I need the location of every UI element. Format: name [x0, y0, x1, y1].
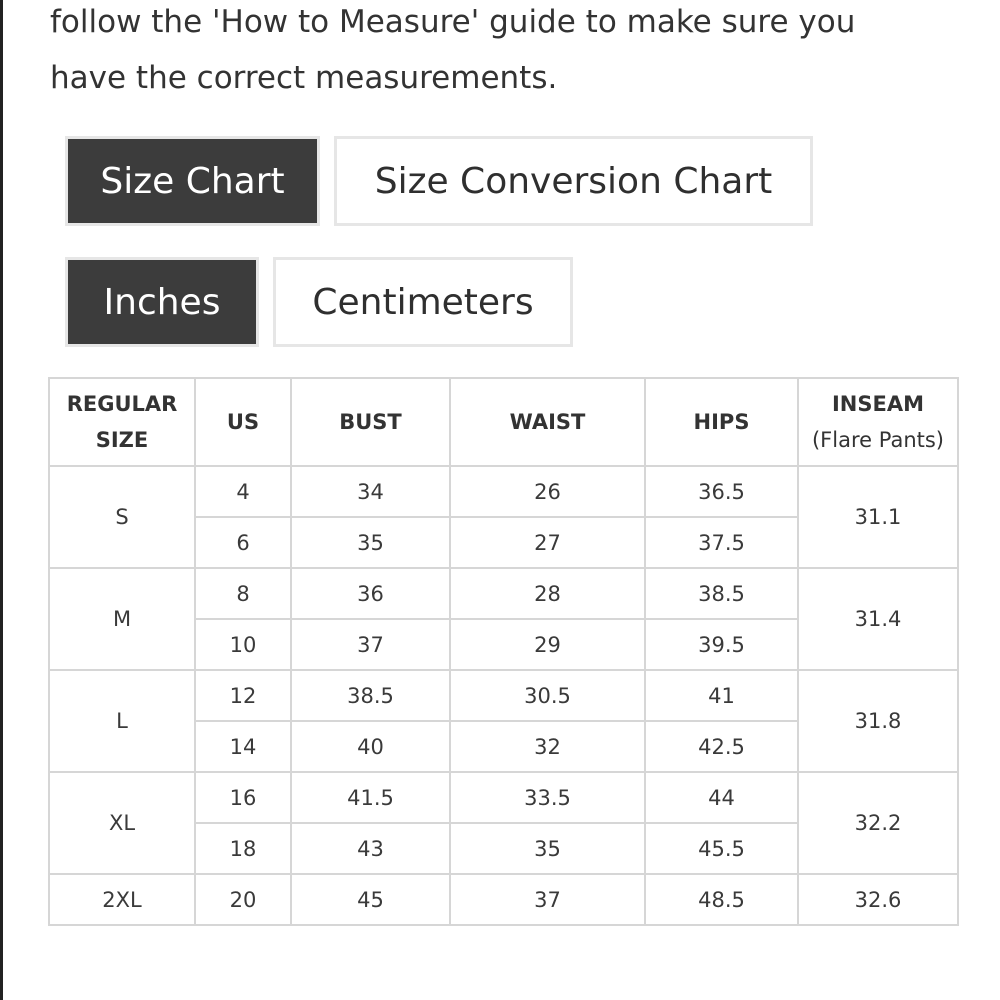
- unit-tabs: [65, 257, 573, 347]
- cell-bust: 36: [291, 568, 450, 619]
- cell-inseam: 32.2: [798, 772, 958, 874]
- cell-waist: 28: [450, 568, 645, 619]
- header-regular-size-line2: SIZE: [95, 428, 149, 452]
- cell-bust: 43: [291, 823, 450, 874]
- cell-hips: 45.5: [645, 823, 798, 874]
- cell-hips: 48.5: [645, 874, 798, 925]
- intro-line-2: have the correct measurements.: [50, 60, 558, 96]
- cell-waist: 26: [450, 466, 645, 517]
- cell-size: L: [49, 670, 195, 772]
- cell-bust: 40: [291, 721, 450, 772]
- cell-us: 6: [195, 517, 291, 568]
- cell-bust: 45: [291, 874, 450, 925]
- cell-size: XL: [49, 772, 195, 874]
- cell-hips: 36.5: [645, 466, 798, 517]
- cell-waist: 27: [450, 517, 645, 568]
- cell-us: 10: [195, 619, 291, 670]
- cell-us: 8: [195, 568, 291, 619]
- table-row: [49, 466, 958, 517]
- table-row: [49, 874, 958, 925]
- cell-hips: 39.5: [645, 619, 798, 670]
- header-inseam: [798, 378, 958, 466]
- header-waist: WAIST: [450, 378, 645, 466]
- header-inseam-sub: (Flare Pants): [811, 428, 944, 452]
- tab-inches[interactable]: Inches: [65, 257, 259, 347]
- cell-hips: 38.5: [645, 568, 798, 619]
- tab-size-chart[interactable]: Size Chart: [65, 136, 320, 226]
- left-border: [0, 0, 3, 1000]
- cell-hips: 42.5: [645, 721, 798, 772]
- cell-inseam: 31.8: [798, 670, 958, 772]
- cell-us: 4: [195, 466, 291, 517]
- cell-bust: 35: [291, 517, 450, 568]
- table-row: [49, 772, 958, 823]
- cell-bust: 41.5: [291, 772, 450, 823]
- cell-bust: 38.5: [291, 670, 450, 721]
- cell-bust: 37: [291, 619, 450, 670]
- cell-waist: 32: [450, 721, 645, 772]
- header-bust: BUST: [291, 378, 450, 466]
- cell-inseam: 31.4: [798, 568, 958, 670]
- header-inseam-label: INSEAM: [831, 392, 924, 416]
- table-row: [49, 568, 958, 619]
- intro-text: [50, 0, 950, 106]
- cell-waist: 33.5: [450, 772, 645, 823]
- cell-waist: 29: [450, 619, 645, 670]
- cell-us: 20: [195, 874, 291, 925]
- cell-hips: 41: [645, 670, 798, 721]
- cell-us: 18: [195, 823, 291, 874]
- size-chart-table: [48, 377, 959, 926]
- cell-hips: 37.5: [645, 517, 798, 568]
- chart-type-tabs: [65, 136, 813, 226]
- header-regular-size: [49, 378, 195, 466]
- cell-size: 2XL: [49, 874, 195, 925]
- tab-centimeters[interactable]: Centimeters: [273, 257, 573, 347]
- cell-inseam: 31.1: [798, 466, 958, 568]
- cell-us: 12: [195, 670, 291, 721]
- cell-waist: 35: [450, 823, 645, 874]
- header-us: US: [195, 378, 291, 466]
- cell-waist: 30.5: [450, 670, 645, 721]
- intro-line-1: follow the 'How to Measure' guide to make sure you: [50, 4, 856, 40]
- cell-bust: 34: [291, 466, 450, 517]
- cell-us: 16: [195, 772, 291, 823]
- cell-size: M: [49, 568, 195, 670]
- header-regular-size-line1: REGULAR: [66, 392, 178, 416]
- header-hips: HIPS: [645, 378, 798, 466]
- table-header-row: [49, 378, 958, 466]
- cell-size: S: [49, 466, 195, 568]
- table-row: [49, 670, 958, 721]
- cell-hips: 44: [645, 772, 798, 823]
- cell-us: 14: [195, 721, 291, 772]
- cell-waist: 37: [450, 874, 645, 925]
- tab-size-conversion-chart[interactable]: Size Conversion Chart: [334, 136, 813, 226]
- cell-inseam: 32.6: [798, 874, 958, 925]
